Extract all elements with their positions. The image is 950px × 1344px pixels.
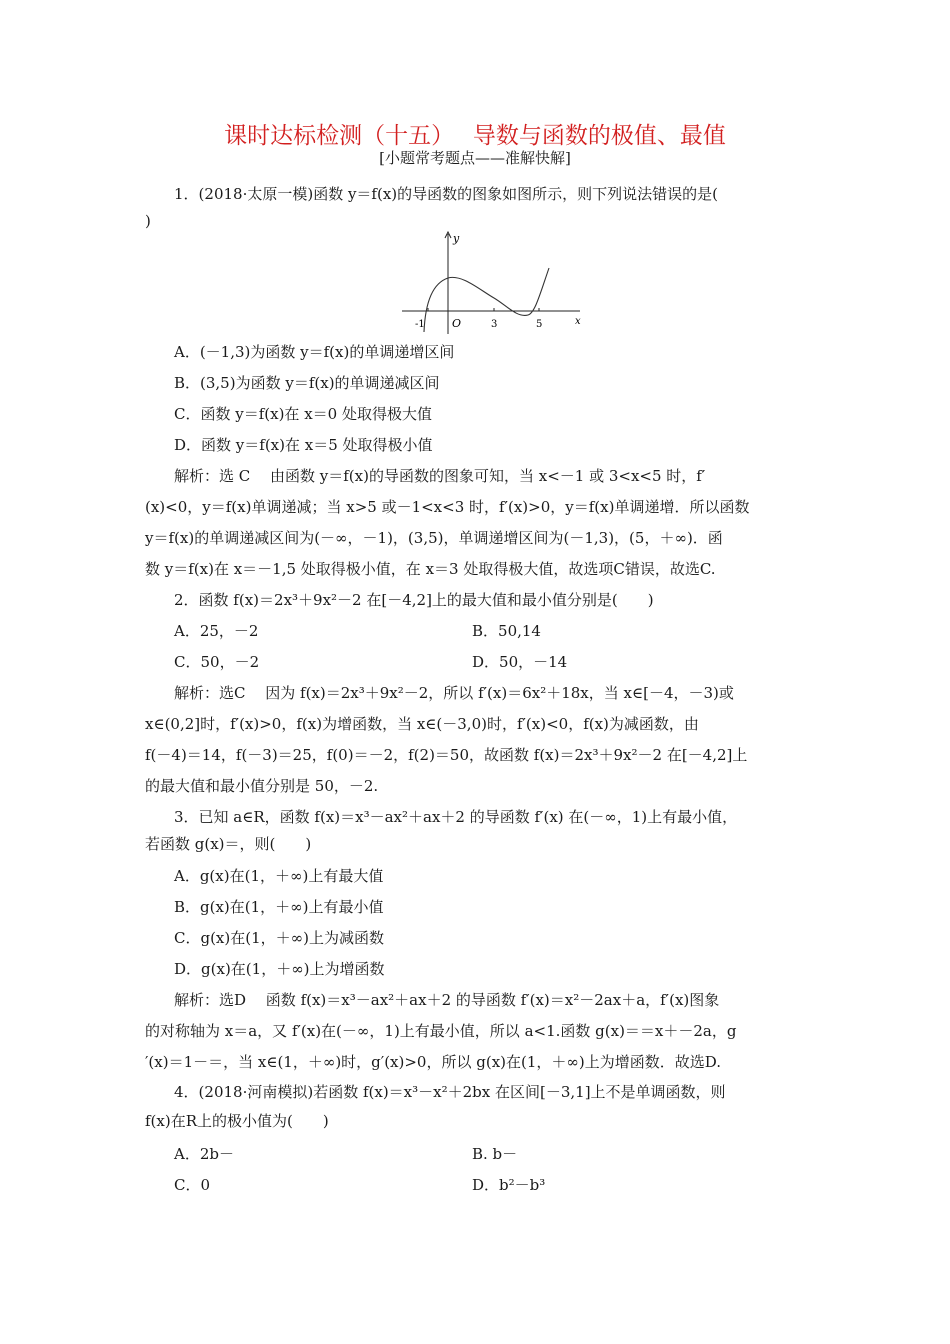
- q2-option-d: D．50，－14: [472, 653, 568, 671]
- q3-analysis-line1: 解析：选D 函数 f(x)＝x³－ax²＋ax＋2 的导函数 f′(x)＝x²－2ax＋a，f′(x)图象: [174, 991, 720, 1009]
- section-subtitle: [小题常考题点——准解快解]: [379, 149, 571, 167]
- q1-analysis-line3: y＝f(x)的单调递减区间为(－∞，－1)，(3,5)，单调递增区间为(－1,3)，(5，＋∞)．函: [145, 529, 723, 547]
- q4-option-b: B. b－: [472, 1145, 518, 1163]
- q3-stem-line1: 3．已知 a∈R，函数 f(x)＝x³－ax²＋ax＋2 的导函数 f′(x) 在(－∞，1)上有最小值，: [174, 808, 738, 826]
- q4-stem-line1: 4．(2018·河南模拟)若函数 f(x)＝x³－x²＋2bx 在区间[－3,1]上不是单调函数，则: [174, 1083, 726, 1101]
- q2-stem: 2．函数 f(x)＝2x³＋9x²－2 在[－4,2]上的最大值和最小值分别是( ): [174, 591, 654, 609]
- q4-option-a: A．2b－: [174, 1145, 234, 1163]
- page-title: 课时达标检测（十五） 导数与函数的极值、最值: [224, 123, 726, 149]
- tick-label-neg1: -1: [415, 319, 425, 330]
- q1-stem-line2: ): [145, 212, 151, 230]
- q2-option-b: B．50,14: [472, 622, 541, 640]
- q1-option-c: C．函数 y＝f(x)在 x＝0 处取得极大值: [174, 405, 432, 423]
- derivative-graph: [400, 228, 585, 336]
- origin-label: O: [452, 317, 462, 330]
- q4-option-d: D．b²－b³: [472, 1176, 546, 1194]
- q3-analysis-line3: ′(x)＝1－＝，当 x∈(1，＋∞)时，g′(x)>0，所以 g(x)在(1，＋∞)上为增函数．故选D.: [145, 1053, 722, 1071]
- x-axis-label: x: [575, 316, 581, 327]
- q1-analysis-line1: 解析：选 C 由函数 y＝f(x)的导函数的图象可知，当 x<－1 或 3<x<5 时，f′: [174, 467, 706, 485]
- q2-analysis-line2: x∈(0,2]时，f′(x)>0，f(x)为增函数，当 x∈(－3,0)时，f′(x)<0，f(x)为减函数，由: [145, 715, 699, 733]
- derivative-curve: [424, 268, 549, 332]
- q1-option-a: A．(－1,3)为函数 y＝f(x)的单调递增区间: [174, 343, 455, 361]
- q3-option-b: B．g(x)在(1，＋∞)上有最小值: [174, 898, 384, 916]
- tick-label-5: 5: [536, 319, 543, 330]
- q3-option-a: A．g(x)在(1，＋∞)上有最大值: [174, 867, 384, 885]
- q3-stem-line2: 若函数 g(x)＝，则( ): [145, 835, 312, 853]
- q3-option-c: C．g(x)在(1，＋∞)上为减函数: [174, 929, 384, 947]
- q3-analysis-line2: 的对称轴为 x＝a，又 f′(x)在(－∞，1)上有最小值，所以 a<1.函数 g(x)＝＝x＋－2a，g: [145, 1022, 737, 1040]
- q1-stem-line1: 1．(2018·太原一模)函数 y＝f(x)的导函数的图象如图所示，则下列说法错误的是(: [174, 185, 719, 203]
- y-axis-label: y: [453, 232, 460, 245]
- q1-analysis-line2: (x)<0，y＝f(x)单调递减；当 x>5 或－1<x<3 时，f′(x)>0，y＝f(x)单调递增．所以函数: [145, 498, 750, 516]
- q1-option-d: D．函数 y＝f(x)在 x＝5 处取得极小值: [174, 436, 433, 454]
- q1-option-b: B．(3,5)为函数 y＝f(x)的单调递减区间: [174, 374, 440, 392]
- q2-analysis-line3: f(－4)＝14，f(－3)＝25，f(0)＝－2，f(2)＝50，故函数 f(x)＝2x³＋9x²－2 在[－4,2]上: [145, 746, 748, 764]
- q2-analysis-line4: 的最大值和最小值分别是 50，－2.: [145, 777, 379, 795]
- q2-option-c: C．50，－2: [174, 653, 260, 671]
- q4-stem-line2: f(x)在R上的极小值为( ): [145, 1112, 329, 1130]
- q1-analysis-line4: 数 y＝f(x)在 x＝－1,5 处取得极小值，在 x＝3 处取得极大值，故选项C错误，故选C.: [145, 560, 716, 578]
- q3-option-d: D．g(x)在(1，＋∞)上为增函数: [174, 960, 385, 978]
- q2-analysis-line1: 解析：选C 因为 f(x)＝2x³＋9x²－2，所以 f′(x)＝6x²＋18x，当 x∈[－4，－3)或: [174, 684, 734, 702]
- q4-option-c: C．0: [174, 1176, 211, 1194]
- tick-label-3: 3: [491, 319, 498, 330]
- q2-option-a: A．25，－2: [174, 622, 259, 640]
